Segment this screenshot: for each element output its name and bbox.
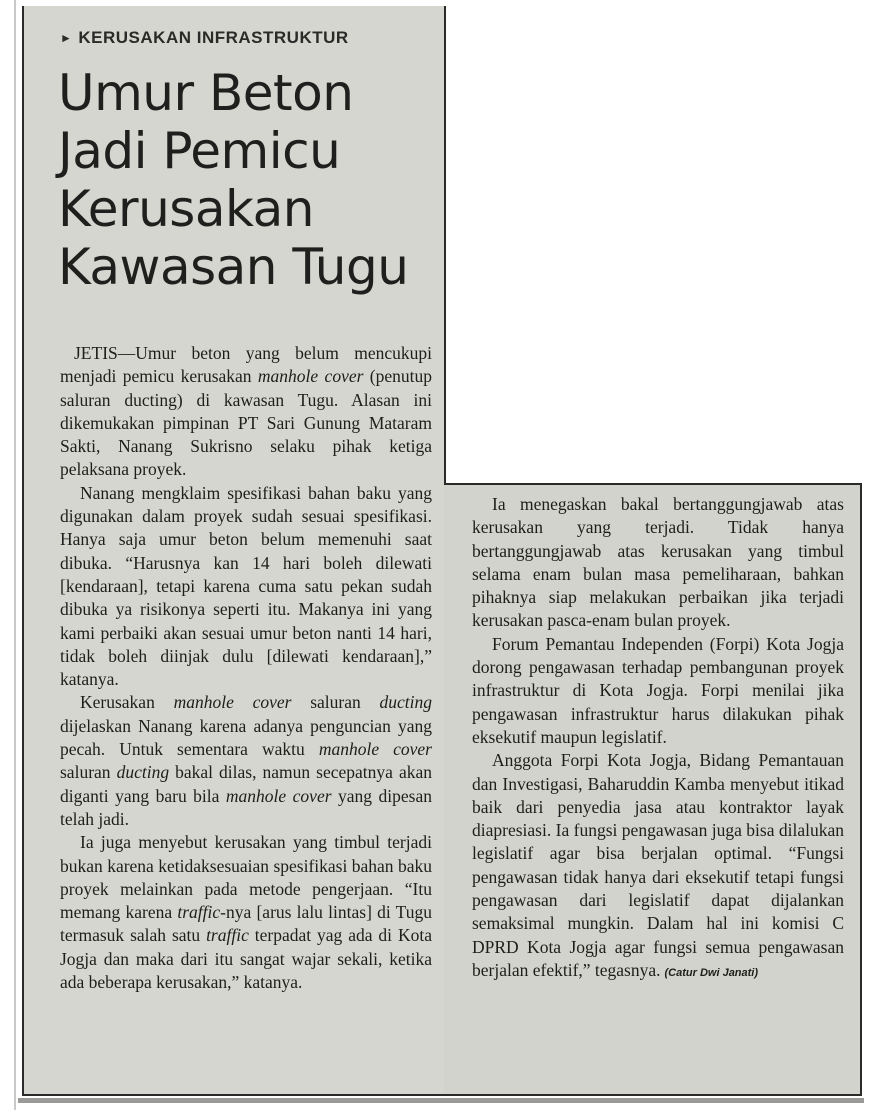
paragraph-text: Nanang mengklaim spesifikasi bahan baku yang digunakan dalam proyek sudah sesuai spesifikasi. Hanya saja umur beton belum memenuhi saat dibuka. “Harusnya kan 14 hari boleh dilewati [kendaraan], tetapi karena cuma satu pekan sudah dibuka ya risikonya seperti itu. Makanya ini yang kami perbaiki akan sesuai umur beton nanti 14 hari, tidak boleh diinjak dulu [dilewati kendaraan],” katanya. — [60, 482, 432, 690]
italic-term: manhole cover — [225, 785, 332, 806]
paragraph-text: bakal dilas, namun secepatnya akan diganti yang baru bila — [60, 762, 432, 806]
headline-line-4: Kawasan Tugu — [58, 238, 409, 296]
article-paragraph — [60, 482, 432, 692]
clipping-bottom-shadow — [18, 1098, 864, 1103]
section-kicker — [60, 28, 349, 48]
italic-term: ducting — [116, 762, 170, 783]
scan-edge-line — [14, 0, 16, 1110]
article-paragraph — [472, 633, 844, 749]
paragraph-text: Anggota Forpi Kota Jogja, Bidang Pemantauan dan Investigasi, Baharuddin Kamba menyebut itikad baik dari penyedia jasa atau kontraktor layak diapresiasi. Ia fungsi pengawasan juga bisa dilalukan legislatif agar bisa berjalan optimal. “Fungsi pengawasan tidak hanya dari eksekutif tetapi fungsi pengawasan dari legislatif dapat dijalankan semaksimal mungkin. Dalam hal ini komisi C DPRD Kota Jogja agar fungsi semua pengawasan berjalan efektif,” tegasnya. — [472, 750, 844, 980]
article-column-right — [472, 493, 844, 985]
paragraph-text: saluran — [60, 762, 117, 783]
kicker-arrow-icon: ► — [60, 31, 73, 45]
italic-term: traffic — [177, 902, 221, 923]
article-column-left — [60, 342, 432, 994]
italic-term: manhole cover — [257, 366, 364, 387]
paragraph-text: (penutup saluran ducting) di kawasan Tugu. Alasan ini dikemukakan pimpinan PT Sari Gunung Mataram Sakti, Nanang Sukrisno selaku pihak ketiga pelaksana proyek. — [60, 366, 432, 480]
headline-line-1: Umur Beton — [58, 64, 354, 122]
paragraph-text: Ia menegaskan bakal bertanggungjawab atas kerusakan yang terjadi. Tidak hanya bertanggungjawab atas kerusakan yang timbul selama enam bulan masa pemeliharaan, bahkan pihaknya siap melakukan perbaikan jika terjadi kerusakan pasca-enam bulan proyek. — [472, 494, 844, 631]
paragraph-text: yang dipesan telah jadi. — [60, 785, 432, 829]
paragraph-text: dijelaskan Nanang karena adanya penguncian yang pecah. Untuk sementara waktu — [60, 715, 432, 760]
paragraph-text: saluran — [291, 692, 380, 713]
paragraph-text: Kerusakan — [80, 692, 174, 713]
article-paragraph — [472, 493, 844, 633]
paragraph-text: Forum Pemantau Independen (Forpi) Kota Jogja dorong pengawasan terhadap pembangunan proyek infrastruktur di Kota Jogja. Forpi menilai jika pengawasan infrastruktur harus dilakukan pihak eksekutif maupun legislatif. — [472, 633, 844, 747]
paragraph-text: Ia juga menyebut kerusakan yang timbul terjadi bukan karena ketidaksesuaian spesifikasi bahan baku proyek melainkan pada metode pengerjaan. “Itu memang karena — [60, 832, 432, 923]
headline-line-2: Jadi Pemicu — [58, 122, 341, 180]
italic-term: traffic — [206, 925, 249, 946]
italic-term: manhole cover — [173, 692, 292, 713]
paragraph-text: terpadat yag ada di Kota Jogja dan maka dari itu sangat wajar sekali, ketika ada beberapa kerusakan,” katanya. — [60, 925, 432, 993]
italic-term: manhole cover — [318, 739, 432, 760]
article-paragraph — [60, 342, 432, 482]
headline-line-3: Kerusakan — [58, 180, 314, 238]
italic-term: ducting — [379, 692, 432, 713]
article-paragraph — [60, 691, 432, 831]
kicker-label: KERUSAKAN INFRASTRUKTUR — [78, 28, 349, 47]
article-paragraph — [472, 749, 844, 985]
paragraph-text: -nya [arus lalu lintas] di Tugu termasuk salah satu — [60, 902, 432, 946]
article-paragraph — [60, 831, 432, 994]
article-headline — [58, 64, 438, 296]
author-credit: (Catur Dwi Janati) — [664, 966, 759, 979]
paragraph-text: JETIS—Umur beton yang belum mencukupi menjadi pemicu kerusakan — [60, 343, 432, 387]
